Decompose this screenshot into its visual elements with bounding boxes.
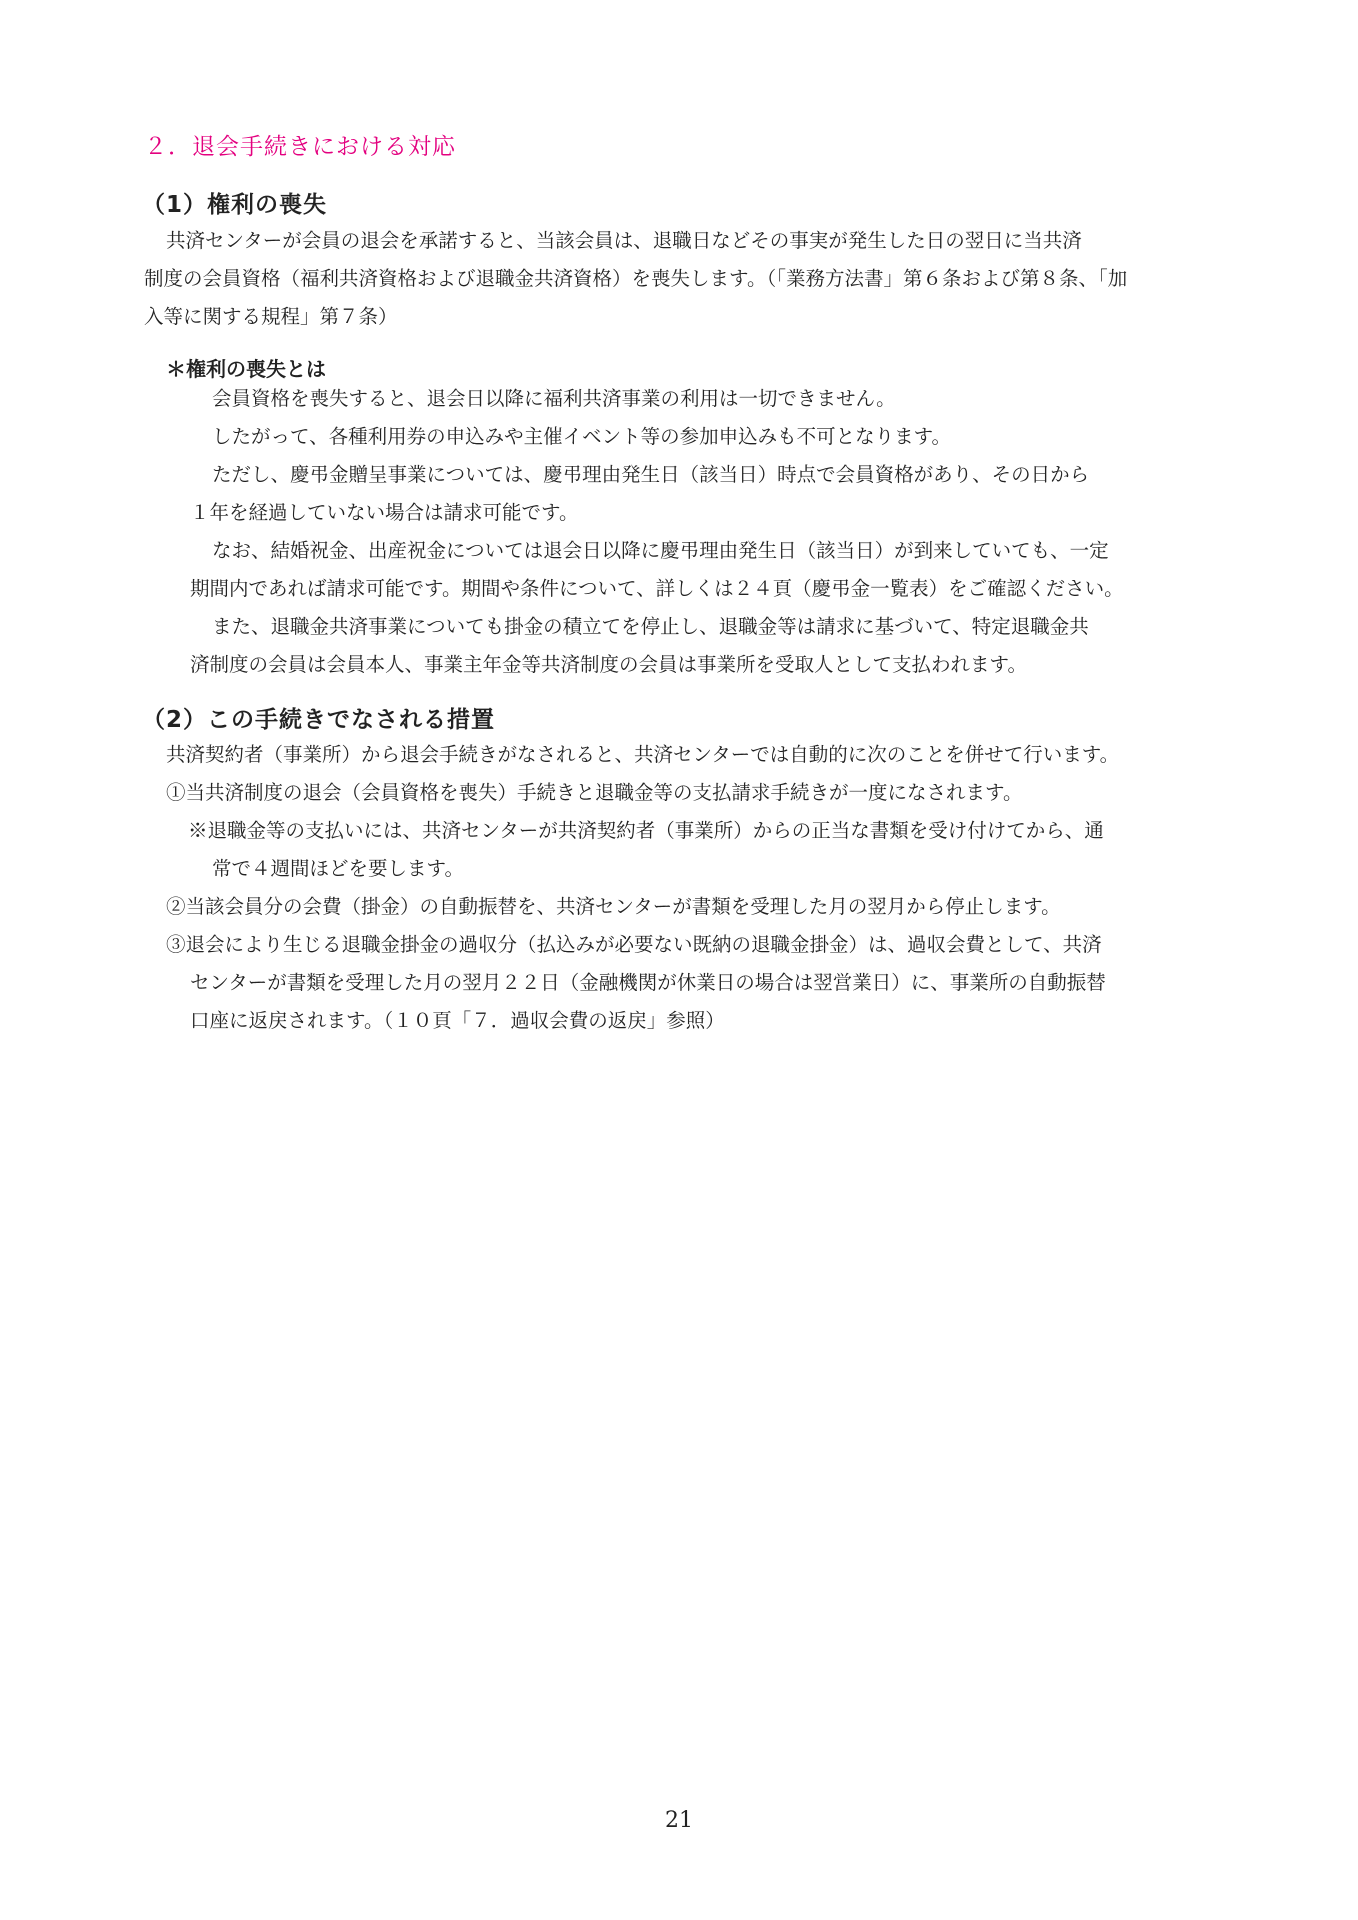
paragraph-line: 共済センターが会員の退会を承諾すると、当該会員は、退職日などその事実が発生した日の翌日に当共済 (166, 229, 1082, 252)
note-line: 期間内であれば請求可能です。期間や条件について、詳しくは２４頁（慶弔金一覧表）をご確認ください。 (190, 577, 1124, 600)
measure-line: ①当共済制度の退会（会員資格を喪失）手続きと退職金等の支払請求手続きが一度になされます。 (166, 781, 1023, 804)
subsection-heading-loss-of-rights: （1）権利の喪失 (142, 192, 328, 218)
measure-line: ③退会により生じる退職金掛金の過収分（払込みが必要ない既納の退職金掛金）は、過収会費として、共済 (166, 933, 1102, 956)
measure-line: 常で４週間ほどを要します。 (212, 857, 464, 880)
measure-line: センターが書類を受理した月の翌月２２日（金融機関が休業日の場合は翌営業日）に、事業所の自動振替 (190, 971, 1106, 994)
section-title: ２．退会手続きにおける対応 (144, 134, 456, 160)
note-heading-loss-of-rights: ＊権利の喪失とは (166, 357, 326, 381)
page-number: 21 (665, 1808, 693, 1833)
subsection-heading-measures: （2）この手続きでなされる措置 (142, 707, 496, 733)
note-line: したがって、各種利用券の申込みや主催イベント等の参加申込みも不可となります。 (212, 425, 952, 448)
measure-line: ※退職金等の支払いには、共済センターが共済契約者（事業所）からの正当な書類を受け付けてから、通 (188, 819, 1104, 842)
measure-line: ②当該会員分の会費（掛金）の自動振替を、共済センターが書類を受理した月の翌月から停止します。 (166, 895, 1061, 918)
note-line: １年を経過していない場合は請求可能です。 (190, 501, 579, 524)
paragraph-line: 制度の会員資格（福利共済資格および退職金共済資格）を喪失します。（「業務方法書」第６条および第８条、「加 (144, 267, 1128, 290)
note-line: ただし、慶弔金贈呈事業については、慶弔理由発生日（該当日）時点で会員資格があり、その日から (212, 463, 1090, 486)
note-line: 会員資格を喪失すると、退会日以降に福利共済事業の利用は一切できません。 (212, 387, 896, 410)
note-line: なお、結婚祝金、出産祝金については退会日以降に慶弔理由発生日（該当日）が到来していても、一定 (212, 539, 1109, 562)
measure-line: 共済契約者（事業所）から退会手続きがなされると、共済センターでは自動的に次のことを併せて行います。 (166, 743, 1120, 766)
note-line: また、退職金共済事業についても掛金の積立てを停止し、退職金等は請求に基づいて、特定退職金共 (212, 615, 1089, 638)
measure-line: 口座に返戻されます。（１０頁「７．過収会費の返戻」参照） (190, 1009, 725, 1032)
paragraph-line: 入等に関する規程」第７条） (144, 305, 398, 328)
note-line: 済制度の会員は会員本人、事業主年金等共済制度の会員は事業所を受取人として支払われます。 (190, 653, 1027, 676)
